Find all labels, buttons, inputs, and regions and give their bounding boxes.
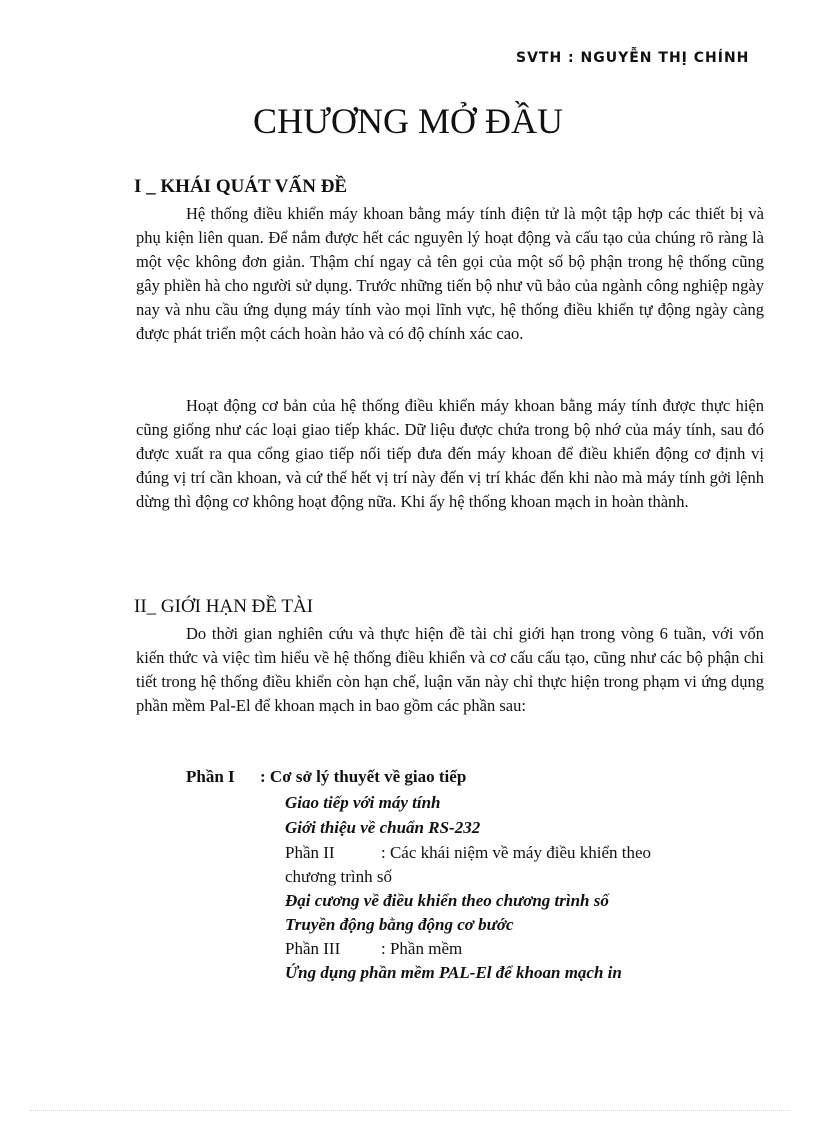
part-1-title: : Cơ sở lý thuyết về giao tiếp bbox=[260, 767, 467, 786]
section-2-paragraph: Do thời gian nghiên cứu và thực hiện đề tài chỉ giới hạn trong vòng 6 tuần, với vốn kiến thức và việc tìm hiểu về hệ thống điều khiển và cơ cấu cấu tạo, cũng như các bộ phận chi tiết trong hệ thống điều khiển còn hạn chế, luận văn này chỉ thực hiện trong phạm vi ứng dụng phần mềm Pal-El để khoan mạch in bao gồm các phần sau: bbox=[136, 624, 764, 715]
section-1-paragraph-2: Hoạt động cơ bản của hệ thống điều khiển máy khoan bằng máy tính được thực hiện cũng giống như các loại giao tiếp khác. Dữ liệu được chứa trong bộ nhớ của máy tính, sau đó được xuất ra qua cổng giao tiếp nối tiếp đưa đến máy khoan để điều khiển động cơ định vị đúng vị trí cần khoan, và cứ thế hết vị trí này đến vị trí khác đến khi nào mà máy tính gởi lệnh dừng thì động cơ không hoạt động nữa. Khi ấy hệ thống khoan mạch in hoàn thành. bbox=[136, 396, 764, 511]
part-1-label: Phần I bbox=[186, 767, 235, 786]
section-1-paragraph-1: Hệ thống điều khiển máy khoan bằng máy tính điện tử là một tập hợp các thiết bị và phụ kiện liên quan. Để nắm được hết các nguyên lý hoạt động và cấu tạo của chúng rõ ràng là một vệc không đơn giản. Thậm chí ngay cả tên gọi của một số bộ phận trong hệ thống cũng gây phiền hà cho người sử dụng. Trước những tiến bộ như vũ bảo của ngành công nghiệp ngày nay và nhu cầu ứng dụng máy tính vào mọi lĩnh vực, hệ thống điều khiển tự động ngày càng được phát triển một cách hoàn hảo và có độ chính xác cao. bbox=[136, 204, 764, 343]
section-1-heading: I _ KHÁI QUÁT VẤN ĐỀ bbox=[134, 176, 348, 197]
part-2-label: Phần II bbox=[285, 843, 335, 862]
part-1-item-2: Giới thiệu về chuẩn RS-232 bbox=[285, 818, 481, 837]
part-3-label: Phần III bbox=[285, 939, 341, 958]
section-2-heading: II_ GIỚI HẠN ĐỀ TÀI bbox=[134, 596, 314, 617]
part-3-item-1: Ứng dụng phần mềm PAL-El để khoan mạch in bbox=[285, 963, 622, 982]
part-2-item-1: Đại cương về điều khiển theo chương trình số bbox=[285, 891, 609, 910]
part-1-title-row bbox=[260, 766, 466, 788]
author-header: SVTH : NGUYỄN THỊ CHÍNH bbox=[516, 50, 750, 66]
part-2-item-2: Truyền động bằng động cơ bước bbox=[285, 915, 514, 934]
part-1-row bbox=[186, 766, 235, 788]
part-3-title: : Phần mềm bbox=[381, 939, 463, 958]
part-2-title: : Các khái niệm về máy điều khiển theo bbox=[381, 843, 652, 862]
part-2-title-continued: chương trình số bbox=[285, 867, 392, 886]
chapter-title: CHƯƠNG MỞ ĐẦU bbox=[253, 101, 563, 141]
part-1-item-1: Giao tiếp với máy tính bbox=[285, 793, 441, 812]
page-footer-divider bbox=[30, 1110, 790, 1111]
